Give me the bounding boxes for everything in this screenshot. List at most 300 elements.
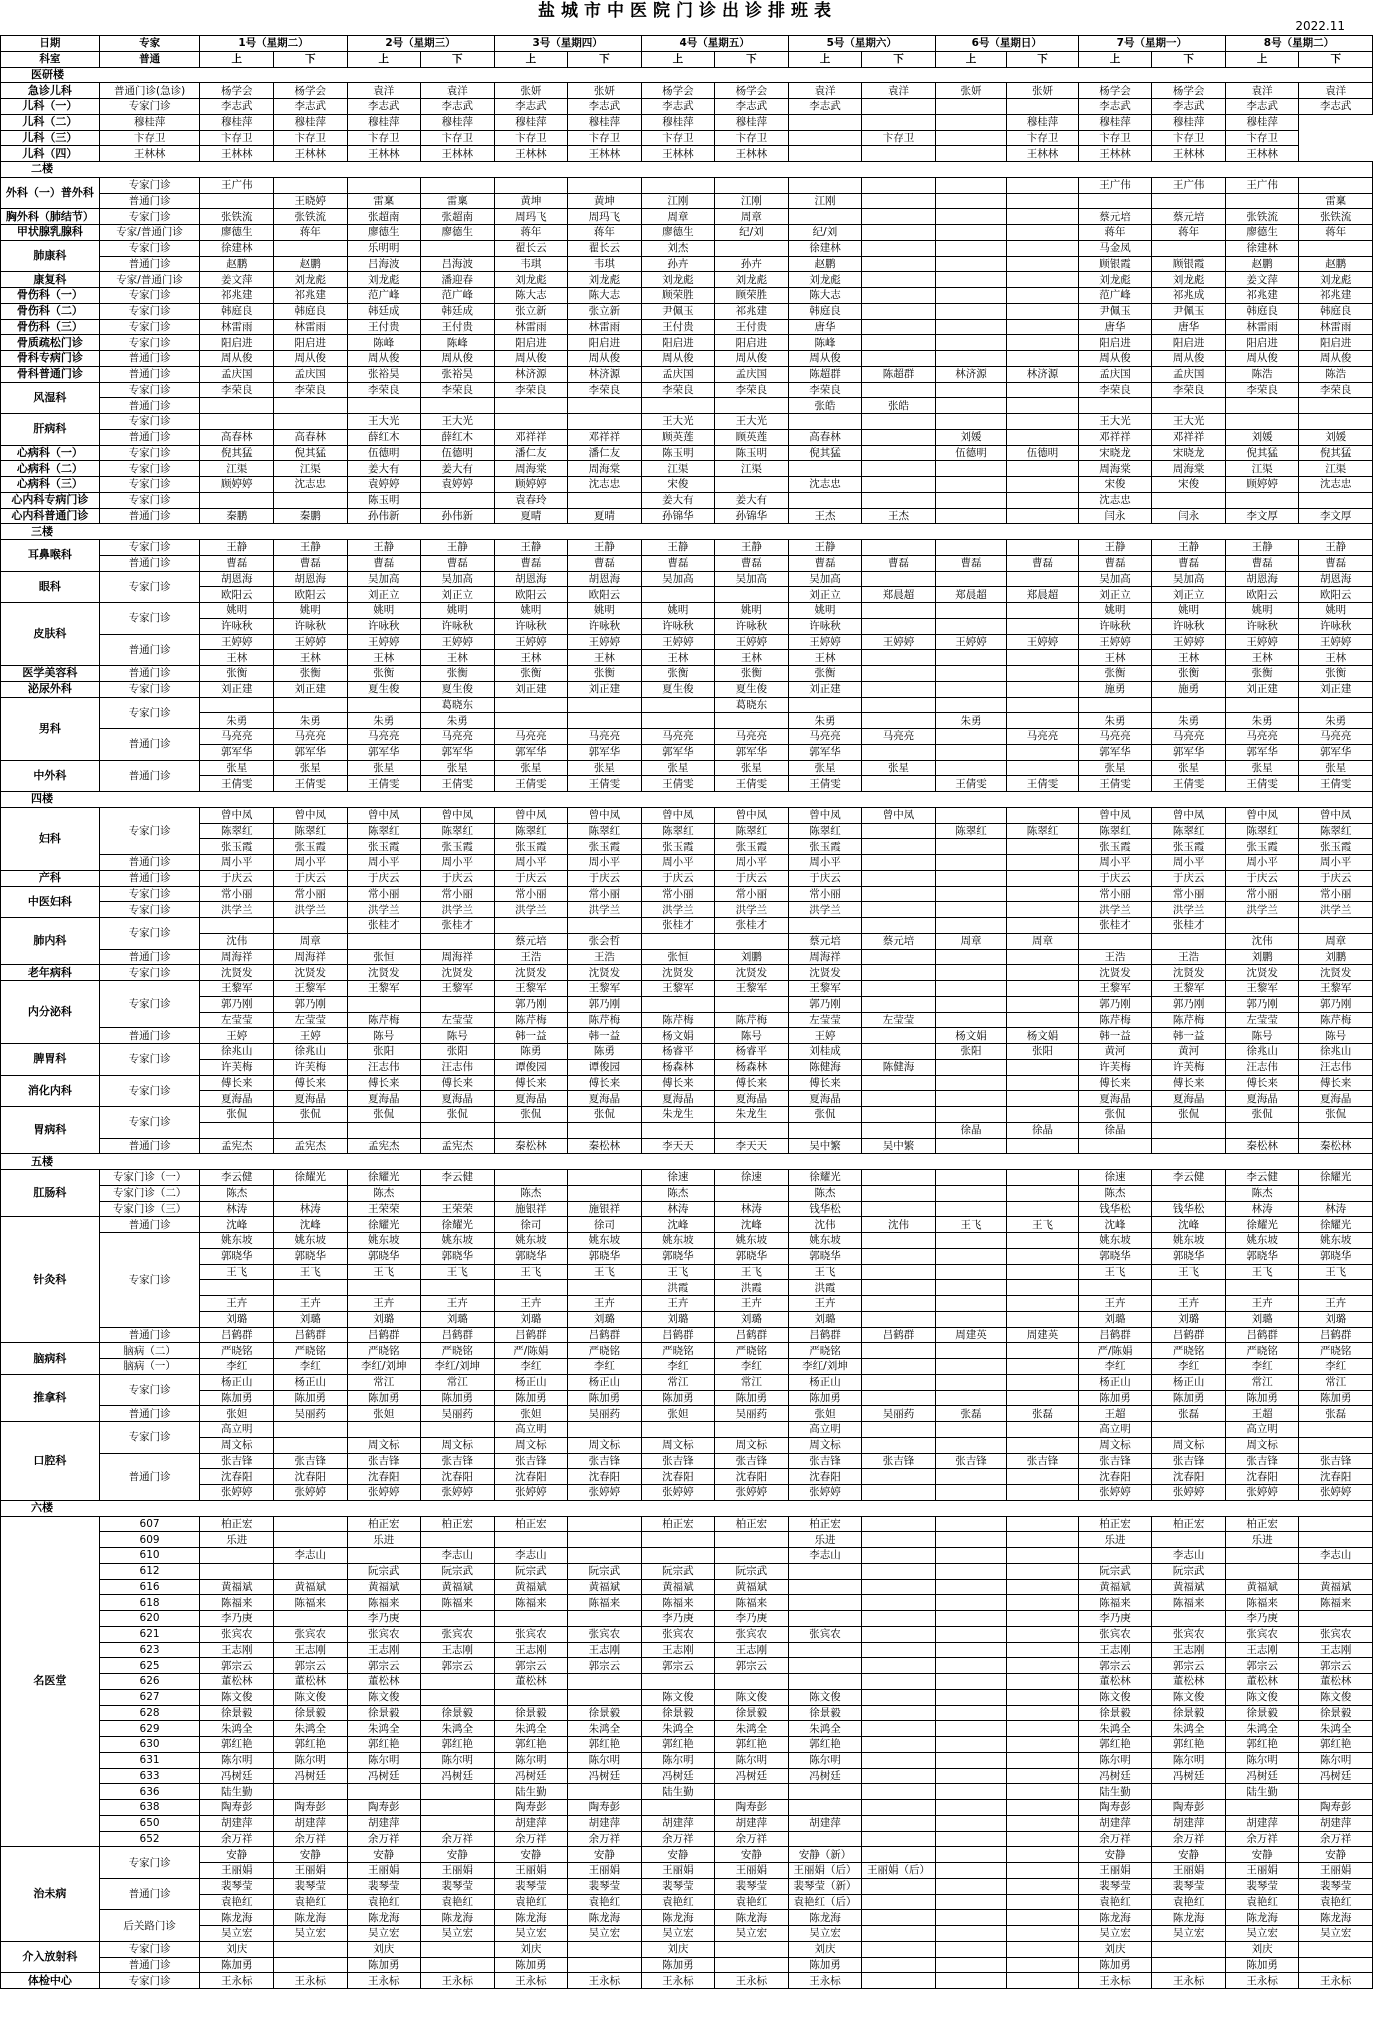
doctor-cell: 郭红艳 [347, 1737, 421, 1753]
dept-name: 医学美容科 [1, 666, 100, 682]
doctor-cell: 刘龙彪 [641, 272, 715, 288]
doctor-cell: 余万祥 [347, 1831, 421, 1847]
schedule-row [1, 1910, 1373, 1926]
doctor-cell: 曾中凤 [273, 807, 347, 823]
clinic-type: 普通门诊 [99, 1028, 200, 1044]
doctor-cell: 常小丽 [273, 886, 347, 902]
dept-name: 康复科 [1, 272, 100, 288]
doctor-cell: 林雷雨 [1225, 319, 1299, 335]
doctor-cell [1299, 414, 1373, 430]
clinic-type: 专家门诊 [99, 319, 200, 335]
doctor-cell [1299, 1185, 1373, 1201]
doctor-cell [935, 996, 1007, 1012]
doctor-cell [1007, 288, 1079, 304]
doctor-cell: 郭军华 [715, 744, 789, 760]
doctor-cell: 周章 [935, 933, 1007, 949]
doctor-cell [273, 1437, 347, 1453]
doctor-cell: 王丽娟 [1078, 1863, 1152, 1879]
doctor-cell: 李文厚 [1299, 508, 1373, 524]
doctor-cell: 孟宪杰 [421, 1138, 495, 1154]
doctor-cell [1225, 492, 1299, 508]
schedule-row [1, 1689, 1373, 1705]
doctor-cell: 王林 [715, 650, 789, 666]
doctor-cell: 陈文俊 [347, 1689, 421, 1705]
doctor-cell: 吴立宏 [1152, 1926, 1226, 1942]
doctor-cell [935, 1847, 1007, 1863]
doctor-cell: 余万祥 [1078, 1831, 1152, 1847]
doctor-cell: 张宾农 [1152, 1626, 1226, 1642]
doctor-cell: 袁婷婷 [421, 477, 495, 493]
doctor-cell: 王永标 [568, 1973, 642, 1989]
doctor-cell: 李乃庚 [641, 1611, 715, 1627]
doctor-cell: 周建英 [935, 1327, 1007, 1343]
header-normal: 普通 [99, 51, 200, 67]
doctor-cell [568, 492, 642, 508]
doctor-cell [715, 398, 789, 414]
doctor-cell: 常小丽 [1078, 886, 1152, 902]
doctor-cell [273, 1516, 347, 1532]
doctor-cell: 沈峰 [715, 1217, 789, 1233]
schedule-row [1, 933, 1373, 949]
doctor-cell [1007, 965, 1079, 981]
doctor-cell: 陈号 [421, 1028, 495, 1044]
dept-name: 心病科（二） [1, 461, 100, 477]
doctor-cell: 赵鹏 [1225, 256, 1299, 272]
doctor-cell [421, 996, 495, 1012]
doctor-cell: 陈福来 [200, 1595, 274, 1611]
doctor-cell: 郭红艳 [1078, 1737, 1152, 1753]
doctor-cell [1007, 1768, 1079, 1784]
doctor-cell: 马亮亮 [715, 729, 789, 745]
doctor-cell: 韩一益 [494, 1028, 568, 1044]
doctor-cell [862, 870, 936, 886]
doctor-cell: 王飞 [347, 1264, 421, 1280]
doctor-cell: 张星 [568, 760, 642, 776]
doctor-cell: 王永标 [421, 1973, 495, 1989]
doctor-cell: 马亮亮 [862, 729, 936, 745]
doctor-cell: 葛晓东 [421, 697, 495, 713]
doctor-cell [1007, 240, 1079, 256]
doctor-cell: 周海祥 [788, 949, 862, 965]
clinic-type: 专家门诊 [99, 886, 200, 902]
doctor-cell: 夏海晶 [1078, 1091, 1152, 1107]
doctor-cell [1007, 1941, 1079, 1957]
doctor-cell: 陆生勤 [641, 1784, 715, 1800]
doctor-cell: 黄福斌 [641, 1579, 715, 1595]
doctor-cell: 夏生俊 [715, 681, 789, 697]
doctor-cell: 夏海晶 [347, 1091, 421, 1107]
doctor-cell: 裴琴莹 [421, 1878, 495, 1894]
doctor-cell [715, 1784, 789, 1800]
doctor-cell [200, 414, 274, 430]
doctor-cell [1007, 760, 1079, 776]
doctor-cell [715, 996, 789, 1012]
doctor-cell: 于庆云 [347, 870, 421, 886]
doctor-cell: 严晓铭 [641, 1343, 715, 1359]
doctor-cell: 朱鸿全 [273, 1721, 347, 1737]
doctor-cell: 陈玉明 [347, 492, 421, 508]
doctor-cell: 王永标 [1078, 1973, 1152, 1989]
doctor-cell: 周章 [1299, 933, 1373, 949]
doctor-cell: 穆桂萍 [1078, 114, 1152, 130]
doctor-cell: 顾银霞 [1078, 256, 1152, 272]
schedule-row [1, 540, 1373, 556]
doctor-cell: 陈文俊 [1078, 1689, 1152, 1705]
doctor-cell [862, 618, 936, 634]
doctor-cell: 刘龙彪 [1299, 272, 1373, 288]
doctor-cell: 王林 [788, 650, 862, 666]
doctor-cell: 潘迎春 [421, 272, 495, 288]
doctor-cell: 吴丽药 [715, 1406, 789, 1422]
doctor-cell: 陈超群 [862, 366, 936, 382]
schedule-row [1, 697, 1373, 713]
doctor-cell: 周从俊 [494, 351, 568, 367]
doctor-cell: 常小丽 [641, 886, 715, 902]
doctor-cell: 李天天 [641, 1138, 715, 1154]
doctor-cell: 林涛 [200, 1201, 274, 1217]
doctor-cell: 曹磊 [1078, 555, 1152, 571]
schedule-row [1, 1091, 1373, 1107]
doctor-cell: 严晓铭 [715, 1343, 789, 1359]
doctor-cell: 张恒 [641, 949, 715, 965]
doctor-cell [568, 1784, 642, 1800]
dept-name: 妇科 [1, 807, 100, 870]
doctor-cell: 左莹莹 [788, 1012, 862, 1028]
doctor-cell [1007, 949, 1079, 965]
doctor-cell: 阳启进 [1152, 335, 1226, 351]
doctor-cell: 刘龙彪 [788, 272, 862, 288]
doctor-cell: 王卉 [494, 1296, 568, 1312]
doctor-cell: 王婷婷 [641, 634, 715, 650]
doctor-cell: 吴中繁 [862, 1138, 936, 1154]
clinic-type: 627 [99, 1689, 200, 1705]
doctor-cell [568, 1674, 642, 1690]
doctor-cell: 姜文萍 [1225, 272, 1299, 288]
doctor-cell: 周从俊 [200, 351, 274, 367]
doctor-cell [273, 1280, 347, 1296]
doctor-cell: 陈尔明 [200, 1752, 274, 1768]
doctor-cell: 张婷婷 [1152, 1485, 1226, 1501]
doctor-cell: 洪学兰 [1299, 902, 1373, 918]
doctor-cell: 卞存卫 [200, 130, 274, 146]
doctor-cell: 张婷婷 [1225, 1485, 1299, 1501]
doctor-cell: 王婷婷 [347, 634, 421, 650]
floor-label: 六楼 [1, 1500, 1373, 1516]
doctor-cell: 陈福来 [347, 1595, 421, 1611]
clinic-type: 专家门诊 [99, 335, 200, 351]
doctor-cell: 陈峰 [347, 335, 421, 351]
doctor-cell: 洪学兰 [494, 902, 568, 918]
doctor-cell: 裴琴莹（新） [788, 1878, 862, 1894]
doctor-cell: 王志刚 [421, 1642, 495, 1658]
doctor-cell: 张婷婷 [788, 1485, 862, 1501]
doctor-cell: 黄福斌 [1225, 1579, 1299, 1595]
doctor-cell: 刘正建 [1225, 681, 1299, 697]
doctor-cell: 郭军华 [641, 744, 715, 760]
doctor-cell: 张玉霞 [641, 839, 715, 855]
doctor-cell: 李乃庚 [347, 1611, 421, 1627]
doctor-cell: 陈翠红 [273, 823, 347, 839]
doctor-cell [715, 240, 789, 256]
doctor-cell [862, 1910, 936, 1926]
doctor-cell: 安静 [715, 1847, 789, 1863]
doctor-cell: 王静 [715, 540, 789, 556]
doctor-cell: 朱龙生 [641, 1107, 715, 1123]
clinic-type: 专家门诊 [99, 571, 200, 603]
doctor-cell: 张磊 [1152, 1406, 1226, 1422]
doctor-cell: 洪学兰 [421, 902, 495, 918]
doctor-cell: 张阳 [935, 1044, 1007, 1060]
doctor-cell: 卞存卫 [273, 130, 347, 146]
doctor-cell: 周建英 [1007, 1327, 1079, 1343]
doctor-cell [568, 398, 642, 414]
doctor-cell: 徐耀光 [1225, 1217, 1299, 1233]
doctor-cell: 朱鸿全 [1152, 1721, 1226, 1737]
doctor-cell: 吴加高 [788, 571, 862, 587]
doctor-cell: 王林林 [715, 146, 789, 162]
doctor-cell: 祁兆建 [200, 288, 274, 304]
doctor-cell [935, 981, 1007, 997]
clinic-type: 618 [99, 1595, 200, 1611]
doctor-cell: 张妲 [347, 1406, 421, 1422]
doctor-cell: 马金凤 [1078, 240, 1152, 256]
doctor-cell: 杨正山 [200, 1374, 274, 1390]
doctor-cell: 潘仁友 [568, 445, 642, 461]
clinic-type: 专家门诊 [99, 382, 200, 398]
clinic-type: 652 [99, 1831, 200, 1847]
doctor-cell: 张侃 [1152, 1107, 1226, 1123]
doctor-cell: 陈尔明 [347, 1752, 421, 1768]
doctor-cell: 蒋年 [568, 225, 642, 241]
doctor-cell [641, 1674, 715, 1690]
doctor-cell: 周小平 [273, 855, 347, 871]
doctor-cell: 王晓婷 [273, 193, 347, 209]
dept-name: 心病科（一） [1, 445, 100, 461]
doctor-cell: 左莹莹 [200, 1012, 274, 1028]
doctor-cell: 张侃 [1299, 1107, 1373, 1123]
doctor-cell: 张星 [347, 760, 421, 776]
doctor-cell [935, 681, 1007, 697]
doctor-cell [273, 414, 347, 430]
doctor-cell [568, 1516, 642, 1532]
doctor-cell: 裴琴莹 [1152, 1878, 1226, 1894]
doctor-cell: 沈伟 [200, 933, 274, 949]
header-pm: 下 [1007, 51, 1079, 67]
doctor-cell: 徐晶 [1078, 1122, 1152, 1138]
doctor-cell: 王超 [1225, 1406, 1299, 1422]
doctor-cell: 姚明 [1299, 603, 1373, 619]
doctor-cell [1007, 272, 1079, 288]
doctor-cell: 赵鹏 [273, 256, 347, 272]
doctor-cell: 曹磊 [1007, 555, 1079, 571]
doctor-cell: 吕海波 [347, 256, 421, 272]
doctor-cell: 朱鸿全 [494, 1721, 568, 1737]
doctor-cell [1007, 256, 1079, 272]
doctor-cell: 张桂才 [421, 918, 495, 934]
doctor-cell [347, 398, 421, 414]
dept-name: 体检中心 [1, 1973, 100, 1989]
doctor-cell: 袁婷婷 [347, 477, 421, 493]
doctor-cell: 陈号 [1299, 1028, 1373, 1044]
doctor-cell [862, 1768, 936, 1784]
doctor-cell [273, 918, 347, 934]
clinic-type: 专家门诊 [99, 681, 200, 697]
doctor-cell: 胡建萍 [1078, 1815, 1152, 1831]
dept-name: 产科 [1, 870, 100, 886]
doctor-cell [935, 729, 1007, 745]
doctor-cell: 余万祥 [494, 1831, 568, 1847]
doctor-cell: 裴琴莹 [200, 1878, 274, 1894]
doctor-cell [862, 272, 936, 288]
doctor-cell: 杨正山 [1152, 1374, 1226, 1390]
doctor-cell: 王卉 [1225, 1296, 1299, 1312]
doctor-cell [568, 1548, 642, 1564]
doctor-cell [200, 697, 274, 713]
dept-name: 儿科（一） [1, 99, 100, 115]
doctor-cell: 张衡 [1078, 666, 1152, 682]
doctor-cell: 孙锦华 [715, 508, 789, 524]
doctor-cell [1007, 1280, 1079, 1296]
doctor-cell: 王婷婷 [1225, 634, 1299, 650]
floor-label: 二楼 [1, 162, 1373, 178]
doctor-cell: 刘正立 [788, 587, 862, 603]
doctor-cell: 蔡元培 [1152, 209, 1226, 225]
doctor-cell: 陈大志 [494, 288, 568, 304]
doctor-cell: 刘正建 [273, 681, 347, 697]
doctor-cell: 王丽娟 [568, 1863, 642, 1879]
doctor-cell: 王卉 [273, 1296, 347, 1312]
doctor-cell: 朱勇 [1225, 713, 1299, 729]
doctor-cell: 顾婷婷 [1225, 477, 1299, 493]
doctor-cell: 王丽娟 [641, 1863, 715, 1879]
doctor-cell: 祁兆建 [1299, 288, 1373, 304]
doctor-cell: 刘璐 [1225, 1311, 1299, 1327]
doctor-cell [1007, 382, 1079, 398]
doctor-cell: 张皓 [788, 398, 862, 414]
header-am: 上 [1225, 51, 1299, 67]
doctor-cell: 赵鹏 [200, 256, 274, 272]
doctor-cell: 许咏秋 [494, 618, 568, 634]
doctor-cell: 韩廷成 [421, 303, 495, 319]
doctor-cell: 翟长云 [568, 240, 642, 256]
doctor-cell [1007, 1910, 1079, 1926]
doctor-cell [347, 1548, 421, 1564]
doctor-cell: 姜大有 [347, 461, 421, 477]
doctor-cell: 陈加勇 [1078, 1957, 1152, 1973]
doctor-cell [1007, 477, 1079, 493]
doctor-cell: 葛晓东 [715, 697, 789, 713]
doctor-cell: 王飞 [568, 1264, 642, 1280]
doctor-cell: 韦琪 [494, 256, 568, 272]
doctor-cell: 徐司 [568, 1217, 642, 1233]
doctor-cell: 朱勇 [935, 713, 1007, 729]
doctor-cell: 黄福斌 [715, 1579, 789, 1595]
doctor-cell [1299, 1516, 1373, 1532]
schedule-row [1, 713, 1373, 729]
doctor-cell: 曾中凤 [347, 807, 421, 823]
doctor-cell: 张妲 [200, 1406, 274, 1422]
doctor-cell [568, 1957, 642, 1973]
doctor-cell: 朱勇 [1299, 713, 1373, 729]
doctor-cell: 黄河 [1078, 1044, 1152, 1060]
doctor-cell [935, 1642, 1007, 1658]
doctor-cell: 刘正立 [1078, 587, 1152, 603]
schedule-row [1, 256, 1373, 272]
doctor-cell: 杨正山 [788, 1374, 862, 1390]
doctor-cell [1225, 1563, 1299, 1579]
doctor-cell [935, 1311, 1007, 1327]
clinic-type: 629 [99, 1721, 200, 1737]
doctor-cell: 傅长来 [715, 1075, 789, 1091]
doctor-cell: 张衡 [200, 666, 274, 682]
doctor-cell [1152, 933, 1226, 949]
doctor-cell [935, 1343, 1007, 1359]
doctor-cell: 余万祥 [421, 1831, 495, 1847]
doctor-cell [1007, 618, 1079, 634]
doctor-cell: 张玉霞 [1078, 839, 1152, 855]
doctor-cell: 张星 [715, 760, 789, 776]
doctor-cell [494, 398, 568, 414]
doctor-cell: 秦松林 [494, 1138, 568, 1154]
doctor-cell [862, 1800, 936, 1816]
doctor-cell [347, 1784, 421, 1800]
doctor-cell: 胡建萍 [494, 1815, 568, 1831]
doctor-cell [715, 713, 789, 729]
doctor-cell: 王丽娟（后） [788, 1863, 862, 1879]
doctor-cell: 王浩 [494, 949, 568, 965]
doctor-cell: 穆桂萍 [1225, 114, 1299, 130]
doctor-cell [1225, 414, 1299, 430]
doctor-cell [862, 1973, 936, 1989]
doctor-cell: 陈杰 [1225, 1185, 1299, 1201]
clinic-type: 专家门诊 [99, 1044, 200, 1076]
doctor-cell [1078, 1138, 1152, 1154]
clinic-type: 专家门诊 [99, 445, 200, 461]
doctor-cell: 郭宗云 [1299, 1658, 1373, 1674]
doctor-cell: 曾中凤 [1299, 807, 1373, 823]
doctor-cell: 沈贤发 [1225, 965, 1299, 981]
schedule-row [1, 319, 1373, 335]
doctor-cell: 沈贤发 [421, 965, 495, 981]
clinic-type: 607 [99, 1516, 200, 1532]
doctor-cell: 袁艳红 [1225, 1894, 1299, 1910]
doctor-cell: 张婷婷 [273, 1485, 347, 1501]
doctor-cell: 王卉 [788, 1296, 862, 1312]
doctor-cell: 王倩雯 [1152, 776, 1226, 792]
doctor-cell: 江渠 [273, 461, 347, 477]
doctor-cell [1299, 1784, 1373, 1800]
doctor-cell [1078, 1280, 1152, 1296]
schedule-date: 2022.11 [1295, 19, 1345, 33]
doctor-cell: 郭红艳 [200, 1737, 274, 1753]
doctor-cell: 张玉霞 [273, 839, 347, 855]
doctor-cell: 沈春阳 [788, 1469, 862, 1485]
doctor-cell: 郭乃刚 [273, 996, 347, 1012]
schedule-row [1, 1170, 1373, 1186]
doctor-cell: 王永标 [641, 1973, 715, 1989]
doctor-cell: 张裕昊 [347, 366, 421, 382]
doctor-cell [1007, 1185, 1079, 1201]
doctor-cell: 李云健 [421, 1170, 495, 1186]
doctor-cell: 倪其猛 [1299, 445, 1373, 461]
doctor-cell: 薛红木 [421, 429, 495, 445]
doctor-cell: 郭红艳 [1299, 1737, 1373, 1753]
doctor-cell: 王黎军 [568, 981, 642, 997]
doctor-cell: 王林 [1152, 650, 1226, 666]
doctor-cell: 朱鸿全 [1225, 1721, 1299, 1737]
doctor-cell: 阮宗武 [1152, 1563, 1226, 1579]
doctor-cell: 周海祥 [273, 949, 347, 965]
